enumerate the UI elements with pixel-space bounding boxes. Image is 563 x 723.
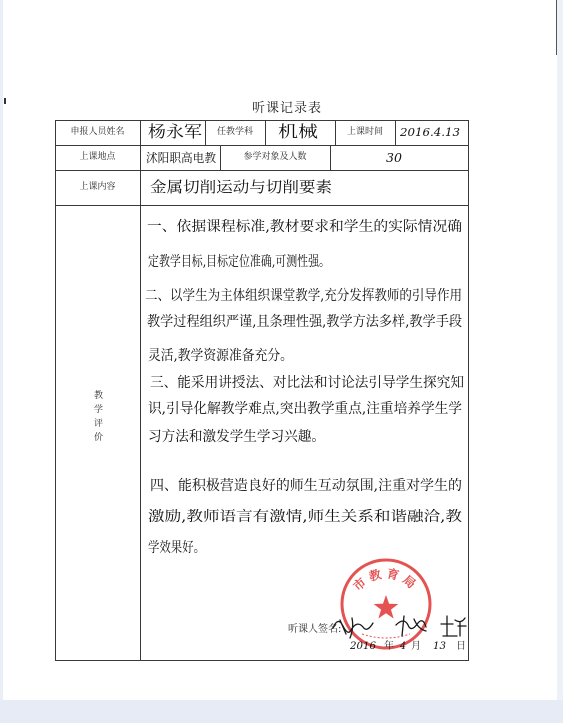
star-icon: [374, 595, 399, 619]
location-value: 沭阳职高电教: [146, 151, 216, 165]
table-border-top: [55, 120, 469, 121]
date-day-unit: 日: [456, 641, 466, 652]
audience-value: 30: [386, 151, 402, 165]
table-column-rule: [140, 120, 141, 660]
table-column-rule: [395, 120, 396, 145]
content-label: 上课内容: [79, 182, 116, 192]
table-column-rule: [330, 145, 331, 170]
evaluation-line: 教学过程组织严谨,且条理性强,教学方法多样,教学手段: [147, 314, 462, 330]
table-column-rule: [265, 120, 266, 145]
date-month: 4: [400, 641, 406, 652]
evaluation-line: 一、依据课程标准,教材要求和学生的实际情况确: [147, 219, 462, 235]
page-title: 听课记录表: [251, 101, 322, 116]
table-rule: [55, 205, 469, 206]
date-year: 2016: [350, 641, 376, 652]
stamp-text: 市教育局: [350, 566, 422, 594]
evaluation-line: 三、能采用讲授法、对比法和讨论法引导学生探究知: [150, 375, 464, 391]
content-value: 金属切削运动与切削要素: [150, 178, 332, 196]
table-rule: [55, 170, 469, 171]
table-rule: [55, 145, 469, 146]
table-border-bottom: [55, 660, 469, 661]
signature: [333, 616, 466, 638]
evaluation-line: 定教学目标,目标定位准确,可测性强。: [148, 254, 330, 270]
scan-artifact-line: [556, 0, 557, 55]
signature-label: 听课人签名:: [288, 624, 342, 635]
evaluation-line: 四、能积极营造良好的师生互动氛围,注重对学生的: [150, 478, 462, 494]
date-year-unit: 年: [384, 641, 394, 652]
evaluation-line: 识,引导化解教学难点,突出教学重点,注重培养学生学: [148, 401, 462, 417]
official-stamp: [342, 560, 430, 648]
subject-value: 机械: [278, 122, 318, 141]
subject-label: 任教学科: [216, 127, 253, 137]
table-border-right: [468, 120, 469, 661]
scan-edge-left: [0, 0, 3, 700]
time-label: 上课时间: [346, 127, 383, 137]
audience-label: 参学对象及人数: [243, 152, 307, 162]
evaluation-line: 习方法和激发学生学习兴趣。: [148, 429, 325, 445]
evaluation-line: 灵活,教学资源准备充分。: [148, 348, 293, 364]
evaluation-line: 激励,教师语言有激情,师生关系和谐融洽,教: [148, 509, 462, 525]
table-border-left: [55, 120, 56, 661]
location-label: 上课地点: [79, 152, 116, 162]
applicant-label: 申报人员姓名: [70, 127, 125, 137]
scan-speck: [4, 98, 6, 104]
date-month-unit: 月: [411, 641, 421, 652]
stamp-inner-mark: [362, 634, 410, 638]
evaluation-line: 学效果好。: [148, 540, 205, 556]
evaluation-label: 教学评价: [92, 390, 102, 446]
scan-edge-bottom: [0, 700, 563, 723]
evaluation-line: 二、以学生为主体组织课堂教学,充分发挥教师的引导作用: [145, 288, 462, 304]
scan-edge-right: [557, 0, 563, 700]
applicant-name: 杨永军: [148, 122, 202, 141]
stamp-ring: [342, 560, 430, 648]
date-day: 13: [433, 641, 446, 652]
time-value: 2016.4.13: [400, 126, 460, 139]
